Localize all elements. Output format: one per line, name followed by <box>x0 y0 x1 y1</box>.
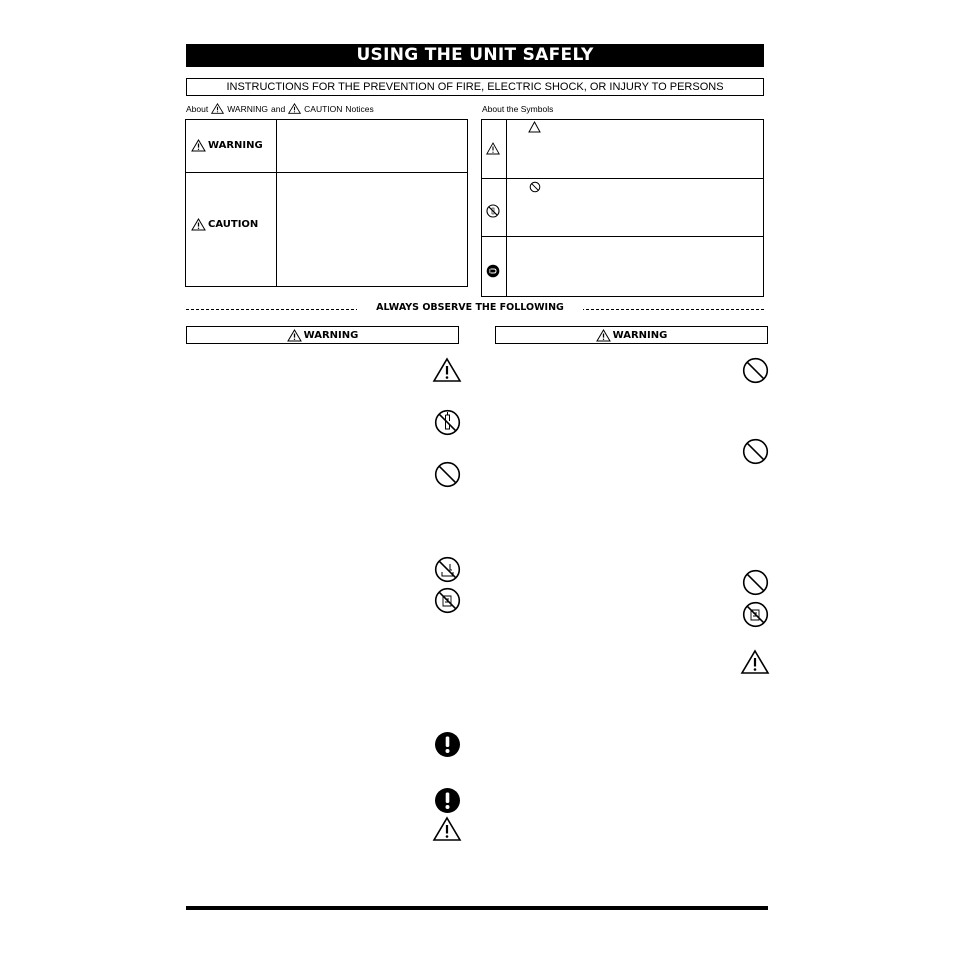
warning-triangle-icon <box>191 218 206 231</box>
prohibited-icon <box>742 438 769 465</box>
left-icon-water-2 <box>434 587 461 614</box>
right-warning-header <box>495 326 768 344</box>
notices-label-and: and <box>270 103 286 114</box>
symbols-table-divider <box>506 119 507 297</box>
symbols-table <box>481 119 764 297</box>
do-not-disassemble-icon <box>486 204 500 218</box>
symbol-small-prohibited <box>529 181 541 193</box>
right-icon-prohibited-1 <box>742 357 769 384</box>
prohibited-icon <box>742 569 769 596</box>
required-action-icon <box>434 731 461 758</box>
left-icon-warning-2 <box>432 816 462 842</box>
left-warning-header-label: WARNING <box>303 329 359 341</box>
page-title: USING THE UNIT SAFELY <box>186 44 764 67</box>
notices-table-divider <box>276 119 277 287</box>
notices-label-caution: CAUTION <box>304 103 343 114</box>
left-icon-warning-1 <box>432 357 462 383</box>
warning-triangle-icon <box>486 142 500 155</box>
notices-label-warning: WARNING <box>227 103 268 114</box>
right-icon-water <box>742 601 769 628</box>
symbols-table-row-divider <box>481 178 764 179</box>
prohibited-icon <box>742 357 769 384</box>
left-icon-water-1 <box>434 556 461 583</box>
symbol-row-warning <box>486 142 500 155</box>
notices-label <box>186 103 374 114</box>
do-not-use-near-water-icon <box>742 601 769 628</box>
warning-triangle-icon <box>432 816 462 842</box>
instructions-heading: INSTRUCTIONS FOR THE PREVENTION OF FIRE, ELECTRIC SHOCK, OR INJURY TO PERSONS <box>186 78 764 96</box>
right-icon-prohibited-3 <box>742 569 769 596</box>
notice-row-caution-label: CAUTION <box>208 219 259 230</box>
warning-triangle-icon <box>287 329 302 342</box>
warning-triangle-icon <box>288 103 301 114</box>
notice-row-warning-label: WARNING <box>208 140 263 151</box>
left-icon-required-2 <box>434 787 461 814</box>
symbols-table-row-divider <box>481 236 764 237</box>
always-observe-heading: ALWAYS OBSERVE THE FOLLOWING <box>357 302 583 314</box>
notices-table-row-divider <box>185 172 468 173</box>
right-warning-header-label: WARNING <box>612 329 668 341</box>
notice-row-warning <box>191 139 263 152</box>
notices-label-prefix: About <box>186 103 209 114</box>
left-icon-disassemble <box>434 409 461 436</box>
warning-triangle-icon <box>432 357 462 383</box>
symbols-label: About the Symbols <box>482 104 554 114</box>
right-icon-prohibited-2 <box>742 438 769 465</box>
unplug-icon <box>486 264 500 278</box>
warning-triangle-icon <box>528 121 541 133</box>
warning-triangle-icon <box>191 139 206 152</box>
left-warning-header <box>186 326 459 344</box>
do-not-disassemble-icon <box>434 409 461 436</box>
left-icon-required-1 <box>434 731 461 758</box>
warning-triangle-icon <box>740 649 770 675</box>
symbol-row-prohibited <box>486 204 500 218</box>
do-not-use-near-water-icon <box>434 587 461 614</box>
prohibited-icon <box>434 461 461 488</box>
required-action-icon <box>434 787 461 814</box>
do-not-use-near-water-icon <box>434 556 461 583</box>
prohibited-icon <box>529 181 541 193</box>
right-icon-warning <box>740 649 770 675</box>
left-icon-prohibited <box>434 461 461 488</box>
warning-triangle-icon <box>211 103 224 114</box>
bottom-rule <box>186 906 768 910</box>
symbol-row-required <box>486 264 500 278</box>
notice-row-caution <box>191 218 258 231</box>
warning-triangle-icon <box>596 329 611 342</box>
notices-label-suffix: Notices <box>345 103 374 114</box>
symbol-small-triangle <box>528 121 541 133</box>
